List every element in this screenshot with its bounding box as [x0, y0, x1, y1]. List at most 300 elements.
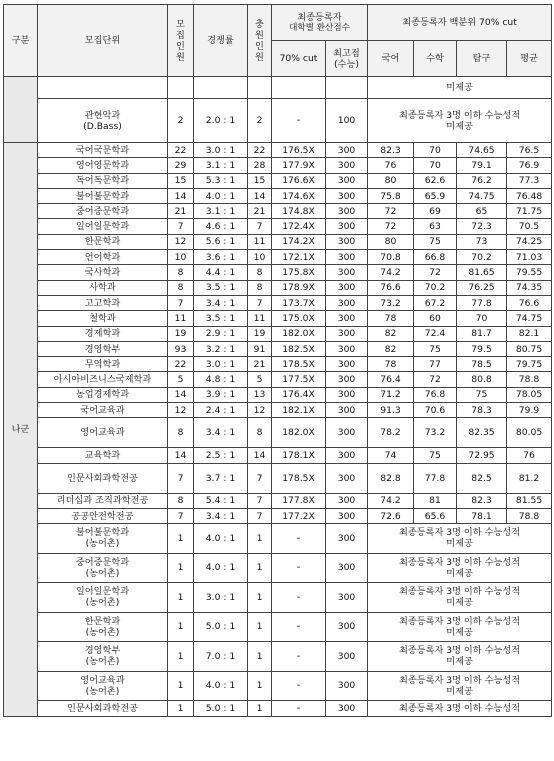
explore-cell: 72.3 [457, 219, 507, 234]
recruit-cell: 10 [168, 250, 194, 265]
max-cell: 300 [326, 372, 368, 387]
table-row [4, 234, 552, 249]
max-cell: 300 [326, 387, 368, 402]
recruit-cell: 1 [168, 701, 194, 717]
enrolled-cell: 1 [248, 612, 272, 642]
header-final-line: 최종등록자 [297, 12, 342, 23]
note-cell [368, 671, 552, 701]
unit-cell: 무역학과 [38, 357, 168, 372]
average-cell: 74.35 [507, 280, 552, 295]
explore-cell: 82.5 [457, 463, 507, 493]
recruit-cell: 12 [168, 234, 194, 249]
max-cell: 300 [326, 234, 368, 249]
unit-cell: 사학과 [38, 280, 168, 295]
enrolled-cell: 1 [248, 701, 272, 717]
korean-cell: 91.3 [368, 403, 414, 418]
table-row [4, 77, 552, 99]
cut-cell: - [272, 583, 326, 613]
comp-cell: 2.0 : 1 [194, 99, 248, 143]
table-row [4, 295, 552, 310]
unit-line: (농어촌) [85, 597, 120, 609]
unit-cell [38, 524, 168, 554]
max-cell: 300 [326, 403, 368, 418]
recruit-cell: 8 [168, 493, 194, 508]
average-cell: 76.48 [507, 188, 552, 203]
unit-cell: 일어일문학과 [38, 219, 168, 234]
note-line: 미제공 [446, 120, 473, 132]
unit-line: (농어촌) [85, 538, 120, 550]
table-row [4, 583, 552, 613]
average-cell: 71.75 [507, 204, 552, 219]
average-cell: 80.05 [507, 418, 552, 448]
table-row [4, 524, 552, 554]
recruit-cell: 1 [168, 553, 194, 583]
math-cell: 67.2 [414, 295, 457, 310]
cut-cell: 176.4X [272, 387, 326, 402]
korean-cell: 72 [368, 219, 414, 234]
header-recruit-line: 모 [176, 18, 185, 30]
max-cell: 300 [326, 448, 368, 463]
enrolled-cell: 19 [248, 326, 272, 341]
korean-cell: 76 [368, 158, 414, 173]
unit-line: 중어중문학과 [75, 556, 130, 568]
header-enrolled [248, 5, 272, 77]
unit-cell: 인문사회과학전공 [38, 463, 168, 493]
unit-cell: 한문학과 [38, 234, 168, 249]
cut-cell: 174.8X [272, 204, 326, 219]
cut-cell: 177.5X [272, 372, 326, 387]
explore-cell: 75 [457, 387, 507, 402]
table-row [4, 403, 552, 418]
math-cell: 66.8 [414, 250, 457, 265]
note-line: 최종등록자 3명 이하 수능성적 [398, 527, 521, 539]
cut-cell: - [272, 612, 326, 642]
unit-line: (D.Bass) [83, 120, 122, 132]
average-cell: 71.03 [507, 250, 552, 265]
math-cell: 70.6 [414, 403, 457, 418]
unit-cell [38, 77, 168, 99]
note-cell [368, 583, 552, 613]
unit-cell: 경제학과 [38, 326, 168, 341]
average-cell: 78.8 [507, 372, 552, 387]
enrolled-cell: 5 [248, 372, 272, 387]
enrolled-cell: 1 [248, 524, 272, 554]
max-cell: 300 [326, 671, 368, 701]
average-cell: 76 [507, 448, 552, 463]
explore-cell: 78.5 [457, 357, 507, 372]
recruit-cell: 1 [168, 671, 194, 701]
table-row [4, 642, 552, 672]
max-cell: 300 [326, 701, 368, 717]
table-row [4, 219, 552, 234]
note-line: 최종등록자 3명 이하 수능성적 [398, 556, 521, 568]
comp-cell: 4.0 : 1 [194, 553, 248, 583]
unit-line: (농어촌) [85, 685, 120, 697]
unit-line: 관현악과 [84, 109, 121, 121]
header-final-line: 대학별 환산점수 [289, 23, 350, 33]
unit-cell: 공공안전학전공 [38, 508, 168, 523]
max-cell [326, 77, 368, 99]
table-row [4, 341, 552, 356]
comp-cell: 5.4 : 1 [194, 493, 248, 508]
cut-cell: 174.2X [272, 234, 326, 249]
unit-cell [38, 671, 168, 701]
math-cell: 65.9 [414, 188, 457, 203]
comp-cell: 3.7 : 1 [194, 463, 248, 493]
average-cell: 82.1 [507, 326, 552, 341]
recruit-cell: 12 [168, 403, 194, 418]
unit-cell: 국어교육과 [38, 403, 168, 418]
header-recruit-line: 인 [176, 40, 185, 52]
table-row [4, 173, 552, 188]
unit-line: (농어촌) [85, 656, 120, 668]
max-cell: 300 [326, 158, 368, 173]
enrolled-cell: 91 [248, 341, 272, 356]
average-cell: 70.5 [507, 219, 552, 234]
enrolled-cell: 28 [248, 158, 272, 173]
note-cell [368, 642, 552, 672]
header-competition: 경쟁률 [194, 5, 248, 77]
max-cell: 300 [326, 219, 368, 234]
korean-cell: 74 [368, 448, 414, 463]
header-cut70: 70% cut [272, 41, 326, 77]
enrolled-cell: 7 [248, 493, 272, 508]
note-cell [368, 524, 552, 554]
cut-cell: 177.8X [272, 493, 326, 508]
header-enrolled-line: 인 [255, 40, 264, 52]
korean-cell: 78 [368, 311, 414, 326]
unit-cell: 국어국문학과 [38, 143, 168, 158]
recruit-cell: 1 [168, 612, 194, 642]
recruit-cell: 7 [168, 463, 194, 493]
note-line: 최종등록자 3명 이하 수능성적 [398, 109, 521, 121]
korean-cell: 76.4 [368, 372, 414, 387]
max-cell: 300 [326, 493, 368, 508]
average-cell: 77.3 [507, 173, 552, 188]
note-line: 최종등록자 3명 이하 수능성적 [398, 586, 521, 598]
explore-cell: 81.65 [457, 265, 507, 280]
math-cell: 75 [414, 341, 457, 356]
unit-line: (농어촌) [85, 626, 120, 638]
average-cell: 76.6 [507, 295, 552, 310]
enrolled-cell: 8 [248, 418, 272, 448]
math-cell: 72 [414, 372, 457, 387]
unit-cell: 언어학과 [38, 250, 168, 265]
korean-cell: 80 [368, 234, 414, 249]
table-row [4, 99, 552, 143]
table-row [4, 448, 552, 463]
explore-cell: 65 [457, 204, 507, 219]
math-cell: 72.4 [414, 326, 457, 341]
unit-line: (농어촌) [85, 567, 120, 579]
explore-cell: 82.35 [457, 418, 507, 448]
header-math: 수학 [414, 41, 457, 77]
recruit-cell: 5 [168, 372, 194, 387]
comp-cell: 4.0 : 1 [194, 524, 248, 554]
korean-cell: 72 [368, 204, 414, 219]
cut-cell: 182.5X [272, 341, 326, 356]
header-korean: 국어 [368, 41, 414, 77]
comp-cell [194, 77, 248, 99]
table-row [4, 418, 552, 448]
recruit-cell: 22 [168, 143, 194, 158]
max-cell: 300 [326, 173, 368, 188]
math-cell: 76.8 [414, 387, 457, 402]
korean-cell: 76.6 [368, 280, 414, 295]
unit-cell: 철학과 [38, 311, 168, 326]
note-cell [368, 99, 552, 143]
max-cell: 300 [326, 311, 368, 326]
math-cell: 75 [414, 234, 457, 249]
cut-cell: 175.0X [272, 311, 326, 326]
recruit-cell: 8 [168, 280, 194, 295]
comp-cell: 3.0 : 1 [194, 583, 248, 613]
average-cell: 76.5 [507, 143, 552, 158]
cut-cell: - [272, 99, 326, 143]
average-cell: 78.8 [507, 508, 552, 523]
math-cell: 65.6 [414, 508, 457, 523]
table-header [4, 5, 552, 77]
comp-cell: 2.4 : 1 [194, 403, 248, 418]
comp-cell: 5.0 : 1 [194, 701, 248, 717]
korean-cell: 82.3 [368, 143, 414, 158]
comp-cell: 4.6 : 1 [194, 219, 248, 234]
max-cell: 300 [326, 143, 368, 158]
enrolled-cell: 21 [248, 204, 272, 219]
comp-cell: 3.9 : 1 [194, 387, 248, 402]
enrolled-cell: 1 [248, 553, 272, 583]
comp-cell: 3.0 : 1 [194, 357, 248, 372]
comp-cell: 7.0 : 1 [194, 642, 248, 672]
explore-cell: 78.1 [457, 508, 507, 523]
explore-cell: 76.25 [457, 280, 507, 295]
recruit-cell: 14 [168, 387, 194, 402]
average-cell: 79.55 [507, 265, 552, 280]
max-cell: 300 [326, 583, 368, 613]
unit-cell: 독어독문학과 [38, 173, 168, 188]
note-line: 미제공 [446, 685, 473, 697]
table-body [4, 77, 552, 717]
unit-cell [38, 553, 168, 583]
explore-cell: 77.8 [457, 295, 507, 310]
enrolled-cell: 1 [248, 642, 272, 672]
math-cell: 70.2 [414, 280, 457, 295]
header-max-line: 최고점 [333, 47, 360, 59]
note-line: 최종등록자 3명 이하 수능성적 [398, 615, 521, 627]
enrolled-cell: 14 [248, 448, 272, 463]
math-cell: 60 [414, 311, 457, 326]
comp-cell: 3.0 : 1 [194, 143, 248, 158]
unit-line: 경영학부 [84, 645, 121, 657]
cut-cell: 178.9X [272, 280, 326, 295]
enrolled-cell: 12 [248, 403, 272, 418]
header-unit: 모집단위 [38, 5, 168, 77]
max-cell: 100 [326, 99, 368, 143]
enrolled-cell: 10 [248, 250, 272, 265]
table-row [4, 553, 552, 583]
max-cell: 300 [326, 463, 368, 493]
math-cell: 81 [414, 493, 457, 508]
explore-cell: 76.2 [457, 173, 507, 188]
unit-cell [38, 701, 168, 717]
unit-cell: 경영학부 [38, 341, 168, 356]
comp-cell: 3.5 : 1 [194, 280, 248, 295]
unit-cell: 불어불문학과 [38, 188, 168, 203]
note-line: 미제공 [446, 538, 473, 550]
cut-cell: 178.5X [272, 357, 326, 372]
cut-cell: - [272, 553, 326, 583]
korean-cell: 70.8 [368, 250, 414, 265]
explore-cell: 73 [457, 234, 507, 249]
admission-results-table-container [3, 4, 552, 717]
comp-cell: 3.1 : 1 [194, 204, 248, 219]
math-cell: 62.6 [414, 173, 457, 188]
table-row [4, 188, 552, 203]
max-cell: 300 [326, 265, 368, 280]
note-line: 최종등록자 3명 이하 수능성적 [398, 703, 521, 715]
recruit-cell: 21 [168, 204, 194, 219]
enrolled-cell: 1 [248, 671, 272, 701]
header-recruit-line: 집 [176, 29, 185, 41]
average-cell: 74.75 [507, 311, 552, 326]
header-percentile-title: 최종등록자 백분위 70% cut [368, 5, 552, 41]
table-row [4, 357, 552, 372]
korean-cell: 82.8 [368, 463, 414, 493]
cut-cell: 173.7X [272, 295, 326, 310]
unit-cell [38, 99, 168, 143]
math-cell: 72 [414, 265, 457, 280]
table-row [4, 612, 552, 642]
explore-cell: 70 [457, 311, 507, 326]
korean-cell: 72.6 [368, 508, 414, 523]
cut-cell: 178.1X [272, 448, 326, 463]
header-enrolled-line: 원 [255, 51, 264, 63]
comp-cell: 4.0 : 1 [194, 671, 248, 701]
explore-cell: 74.65 [457, 143, 507, 158]
cut-cell: - [272, 701, 326, 717]
korean-cell: 71.2 [368, 387, 414, 402]
recruit-cell: 2 [168, 99, 194, 143]
unit-line: 영어교육과 [80, 674, 125, 686]
max-cell: 300 [326, 553, 368, 583]
comp-cell: 5.0 : 1 [194, 612, 248, 642]
average-cell: 79.9 [507, 403, 552, 418]
recruit-cell: 7 [168, 219, 194, 234]
cut-cell: 176.6X [272, 173, 326, 188]
cut-cell: 174.6X [272, 188, 326, 203]
comp-cell: 4.4 : 1 [194, 265, 248, 280]
cut-cell: 172.1X [272, 250, 326, 265]
note-line: 미제공 [446, 626, 473, 638]
enrolled-cell: 8 [248, 265, 272, 280]
cut-cell: - [272, 642, 326, 672]
explore-cell: 78.3 [457, 403, 507, 418]
enrolled-cell: 11 [248, 234, 272, 249]
enrolled-cell: 7 [248, 463, 272, 493]
average-cell: 76.9 [507, 158, 552, 173]
enrolled-cell: 7 [248, 295, 272, 310]
cut-cell: 178.5X [272, 463, 326, 493]
recruit-cell: 93 [168, 341, 194, 356]
table-row [4, 250, 552, 265]
max-cell: 300 [326, 280, 368, 295]
unit-cell: 영어영문학과 [38, 158, 168, 173]
average-cell: 78.05 [507, 387, 552, 402]
enrolled-cell: 11 [248, 311, 272, 326]
recruit-cell: 14 [168, 448, 194, 463]
note-line: 미제공 [446, 597, 473, 609]
enrolled-cell: 2 [248, 99, 272, 143]
korean-cell: 74.2 [368, 265, 414, 280]
cut-cell: 176.5X [272, 143, 326, 158]
math-cell: 69 [414, 204, 457, 219]
max-cell: 300 [326, 341, 368, 356]
average-cell: 74.25 [507, 234, 552, 249]
recruit-cell: 1 [168, 642, 194, 672]
comp-cell: 3.4 : 1 [194, 295, 248, 310]
max-cell: 300 [326, 250, 368, 265]
enrolled-cell [248, 77, 272, 99]
comp-cell: 3.1 : 1 [194, 158, 248, 173]
unit-cell: 중어중문학과 [38, 204, 168, 219]
cut-cell: - [272, 524, 326, 554]
recruit-cell: 15 [168, 173, 194, 188]
table-row [4, 671, 552, 701]
math-cell: 70 [414, 143, 457, 158]
unit-cell: 고고학과 [38, 295, 168, 310]
korean-cell: 82 [368, 326, 414, 341]
table-row [4, 158, 552, 173]
recruit-cell: 1 [168, 583, 194, 613]
average-cell: 80.75 [507, 341, 552, 356]
average-cell: 79.75 [507, 357, 552, 372]
explore-cell: 80.8 [457, 372, 507, 387]
table-row [4, 204, 552, 219]
enrolled-cell: 14 [248, 188, 272, 203]
comp-cell: 5.3 : 1 [194, 173, 248, 188]
comp-cell: 2.5 : 1 [194, 448, 248, 463]
header-recruit [168, 5, 194, 77]
recruit-cell: 8 [168, 418, 194, 448]
max-cell: 300 [326, 188, 368, 203]
max-cell: 300 [326, 642, 368, 672]
note-line: 미제공 [446, 656, 473, 668]
average-cell: 81.2 [507, 463, 552, 493]
math-cell: 77.8 [414, 463, 457, 493]
unit-cell [38, 642, 168, 672]
comp-cell: 3.4 : 1 [194, 418, 248, 448]
explore-cell: 81.7 [457, 326, 507, 341]
header-max-score [326, 41, 368, 77]
note-cell [368, 553, 552, 583]
comp-cell: 2.9 : 1 [194, 326, 248, 341]
recruit-cell: 14 [168, 188, 194, 203]
note-line: 최종등록자 3명 이하 수능성적 [398, 645, 521, 657]
korean-cell: 82 [368, 341, 414, 356]
table-row [4, 701, 552, 717]
note-cell: 미제공 [368, 77, 552, 99]
unit-cell: 국사학과 [38, 265, 168, 280]
header-gubun: 구분 [4, 5, 38, 77]
note-cell [368, 612, 552, 642]
cut-cell: 177.2X [272, 508, 326, 523]
table-row [4, 463, 552, 493]
max-cell: 300 [326, 204, 368, 219]
header-max-line: (수능) [334, 58, 359, 70]
note-line: 미제공 [446, 567, 473, 579]
math-cell: 77 [414, 357, 457, 372]
table-row [4, 280, 552, 295]
